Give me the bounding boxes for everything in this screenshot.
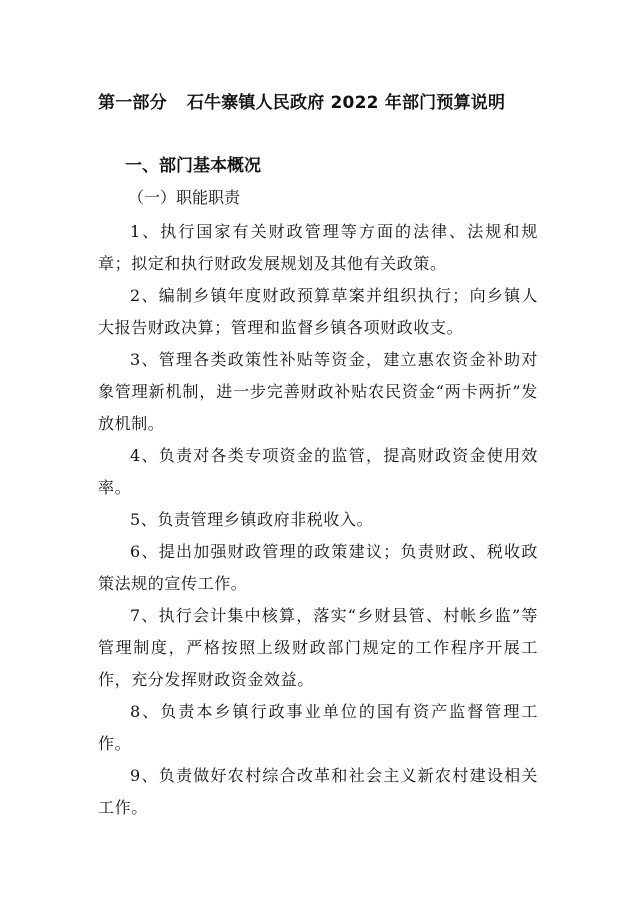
document-body — [98, 216, 538, 824]
paragraph-3: 3、管理各类政策性补贴等资金，建立惠农资金补助对象管理新机制，进一步完善财政补贴农民资金“两卡两折”发放机制。 — [98, 350, 538, 433]
paragraph-1: 1、执行国家有关财政管理等方面的法律、法规和规章；拟定和执行财政发展规划及其他有关政策。 — [98, 222, 538, 273]
title-main-text: 石牛寨镇人民政府 2022 年部门预算说明 — [186, 93, 506, 113]
paragraph-2: 2、编制乡镇年度财政预算草案并组织执行；向乡镇人大报告财政决算；管理和监督乡镇各项财政收支。 — [98, 286, 538, 337]
document-title — [98, 88, 505, 113]
paragraph-7: 7、执行会计集中核算，落实“乡财县管、村帐乡监”等管理制度，严格按照上级财政部门规定的工作程序开展工作，充分发挥财政资金效益。 — [98, 606, 538, 689]
paragraph-5: 5、负责管理乡镇政府非税收入。 — [130, 510, 374, 529]
paragraph-8: 8、负责本乡镇行政事业单位的国有资产监督管理工作。 — [98, 702, 538, 753]
paragraph-4: 4、负责对各类专项资金的监管，提高财政资金使用效率。 — [98, 446, 538, 497]
title-part-label: 第一部分 — [98, 93, 167, 113]
subsection-heading: （一）职能职责 — [128, 188, 241, 207]
paragraph-6: 6、提出加强财政管理的政策建议；负责财政、税收政策法规的宣传工作。 — [98, 542, 538, 593]
paragraph-9: 9、负责做好农村综合改革和社会主义新农村建设相关工作。 — [98, 766, 538, 817]
section-heading: 一、部门基本概况 — [125, 156, 261, 176]
